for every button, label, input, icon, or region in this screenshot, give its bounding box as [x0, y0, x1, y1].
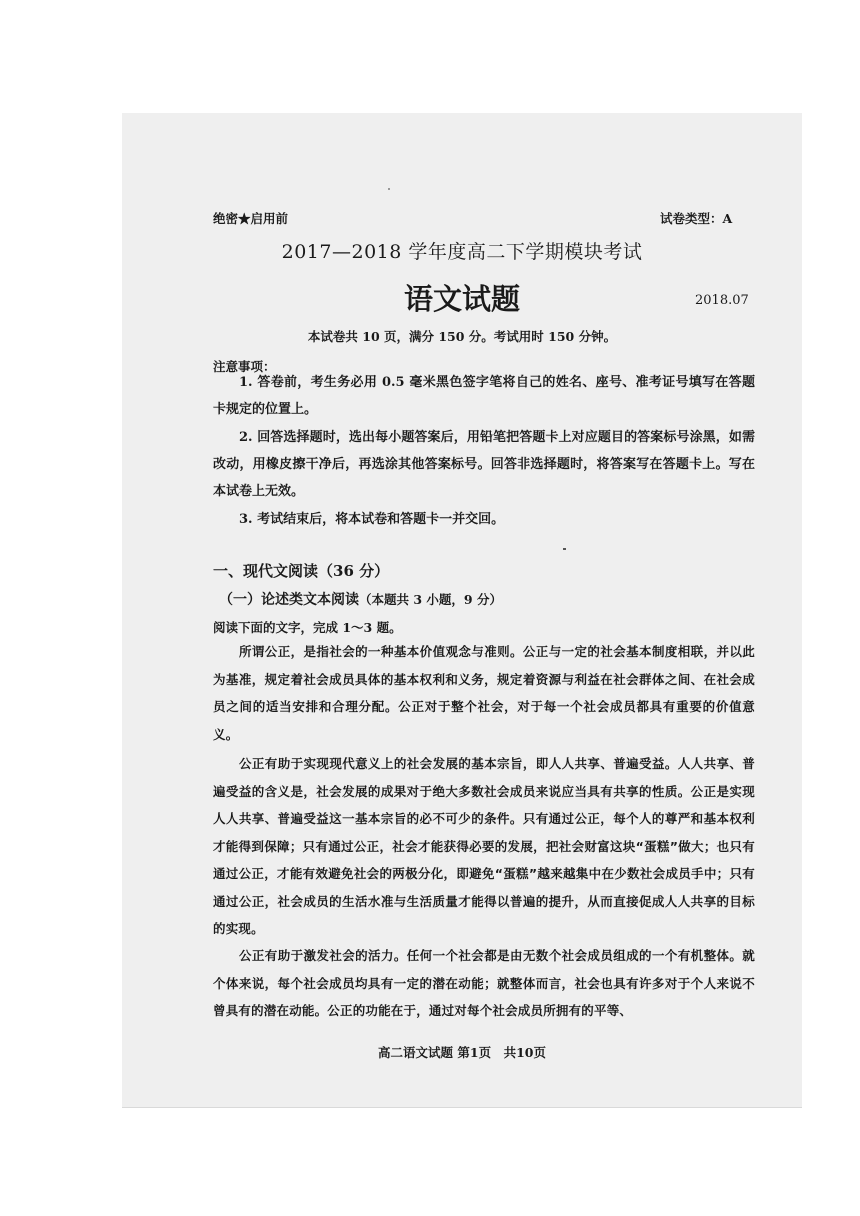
- scan-speck: [563, 548, 566, 550]
- reading-intro: 阅读下面的文字，完成 1～3 题。: [213, 620, 402, 635]
- passage-paragraph-2: 公正有助于实现现代意义上的社会发展的基本宗旨，即人人共享、普遍受益。人人共享、普遍受益的含义是，社会发展的成果对于绝大多数社会成员来说应当具有共享的性质。公正是实现人人共享、普遍受益这一基本宗旨的必不可少的条件。只有通过公正，每个人的尊严和基本权利才能得到保障；只有通过公正，社会才能获得必要的发展，把社会财富这块“蛋糕”做大；也只有通过公正，才能有效避免社会的两极分化，即避免“蛋糕”越来越集中在少数社会成员手中；只有通过公正，社会成员的生活水准与生活质量才能得以普遍的提升，从而直接促成人人共享的目标的实现。: [213, 756, 755, 936]
- passage-paragraph-3: 公正有助于激发社会的活力。任何一个社会都是由无数个社会成员组成的一个有机整体。就个体来说，每个社会成员均具有一定的潜在动能；就整体而言，社会也具有许多对于个人来说不曾具有的潜在动能。公正的功能在于，通过对每个社会成员所拥有的平等、: [213, 948, 755, 1018]
- page-footer: 高二语文试题 第1页 共10页: [378, 1045, 546, 1060]
- section-heading: 一、现代文阅读（36 分）: [213, 562, 390, 580]
- subsection-note: （本题共 3 小题，9 分）: [359, 592, 502, 607]
- subsection-title: （一）论述类文本阅读: [219, 592, 359, 608]
- subsection-heading: [219, 589, 502, 609]
- exam-title: 2017—2018 学年度高二下学期模块考试: [281, 241, 643, 263]
- confidential-label: 绝密★启用前: [213, 211, 289, 226]
- passage-paragraph-1: 所谓公正，是指社会的一种基本价值观念与准则。公正与一定的社会基本制度相联，并以此为基准，规定着社会成员具体的基本权利和义务，规定着资源与利益在社会群体之间、在社会成员之间的适当安排和合理分配。公正对于整个社会，对于每一个社会成员都具有重要的价值意义。: [213, 644, 755, 742]
- note-item-1: 1. 答卷前，考生务必用 0.5 毫米黑色签字笔将自己的姓名、座号、准考证号填写在答题卡规定的位置上。: [213, 375, 755, 417]
- paper-type-label: 试卷类型：A: [660, 211, 733, 226]
- scan-speck: [388, 188, 390, 190]
- exam-date: 2018.07: [695, 293, 749, 308]
- notes-heading: 注意事项：: [213, 359, 276, 374]
- exam-info: 本试卷共 10 页，满分 150 分。考试用时 150 分钟。: [307, 329, 617, 344]
- note-item-3: 3. 考试结束后，将本试卷和答题卡一并交回。: [239, 512, 505, 527]
- note-item-2: 2. 回答选择题时，选出每小题答案后，用铅笔把答题卡上对应题目的答案标号涂黑，如需改动，用橡皮擦干净后，再选涂其他答案标号。回答非选择题时，将答案写在答题卡上。写在本试卷上无效。: [213, 430, 755, 499]
- subject-title: 语文试题: [403, 282, 520, 316]
- scanned-page: [122, 113, 802, 1108]
